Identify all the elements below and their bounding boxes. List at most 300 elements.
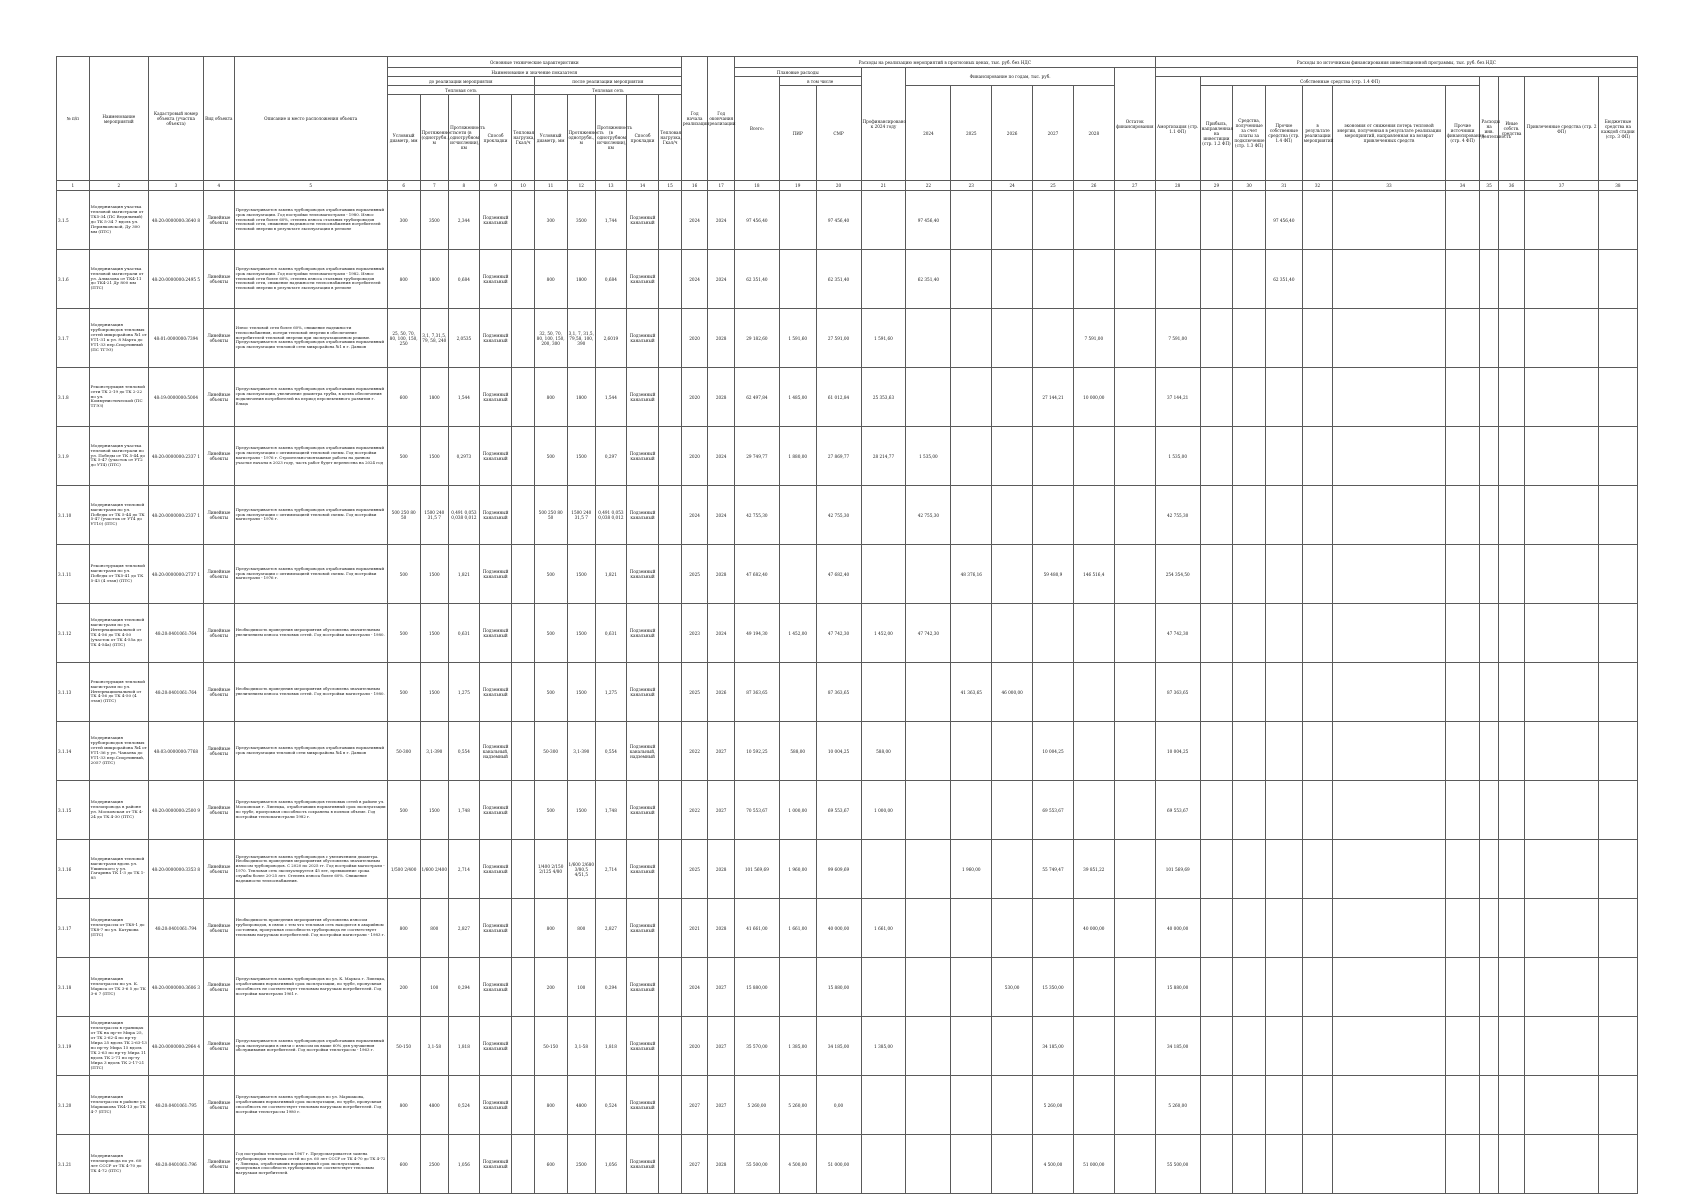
cell-l1: 1500 (420, 781, 449, 840)
cell-pir: 4 500,00 (779, 1135, 816, 1194)
cell-empty (1598, 309, 1637, 368)
cell-empty (659, 545, 681, 604)
cell-y2027 (1033, 604, 1074, 663)
cell-y2024: 97 456,40 (906, 191, 951, 250)
cell-empty (659, 958, 681, 1017)
cell-name: Модернизация участка тепловой магистрали от ул. Алмазова от ТК4-11 до ТК4-21 Ду 800 мм (ПТС) (89, 250, 148, 309)
cell-y2027: 59 480,9 (1033, 545, 1074, 604)
cell-empty (1598, 722, 1637, 781)
cell-c31 (1265, 309, 1302, 368)
cell-smr: 47 682,40 (816, 545, 861, 604)
column-number: 30 (1233, 181, 1266, 191)
cell-smr: 61 012,84 (816, 368, 861, 427)
cell-empty (512, 1076, 534, 1135)
cell-fin (861, 840, 906, 899)
column-number: 1 (57, 181, 90, 191)
cell-empty (1498, 722, 1525, 781)
cell-empty (659, 368, 681, 427)
cell-d2: 200 (534, 958, 567, 1017)
cell-empty (1525, 309, 1599, 368)
cell-fin (861, 250, 906, 309)
cell-l1: 1500 (420, 545, 449, 604)
cell-smr: 99 609,69 (816, 840, 861, 899)
cell-y1: 2024 (681, 250, 708, 309)
cell-p1: Подземный канальный (479, 250, 512, 309)
cell-y2026 (992, 250, 1033, 309)
cell-empty (1302, 191, 1333, 250)
cell-name: Модернизация теплотрассы от ТК8-1 до ТК8-7 по ул. Катукова (ПТС) (89, 899, 148, 958)
cell-am: 254 354,50 (1155, 545, 1200, 604)
cell-empty (512, 486, 534, 545)
cell-empty (1598, 1076, 1637, 1135)
cell-y1: 2022 (681, 722, 708, 781)
column-number: 32 (1302, 181, 1333, 191)
cell-total: 62 497,84 (734, 368, 779, 427)
cell-empty (1333, 722, 1445, 781)
cell-am: 69 553,67 (1155, 781, 1200, 840)
cell-empty (1525, 899, 1599, 958)
cell-fin (861, 1076, 906, 1135)
cell-kad: 48:20:0401061:794 (148, 899, 203, 958)
cell-empty (1598, 545, 1637, 604)
cell-empty (1445, 1017, 1480, 1076)
cell-y2028 (1073, 722, 1114, 781)
column-number: 21 (861, 181, 906, 191)
cell-l2: 2500 (567, 1135, 596, 1194)
table-row (57, 899, 1638, 958)
cell-y2: 2027 (708, 722, 735, 781)
cell-k1: 1,748 (449, 781, 480, 840)
cell-d2: 500 (534, 427, 567, 486)
cell-empty (1598, 781, 1637, 840)
cell-empty (1480, 840, 1498, 899)
cell-y2028 (1073, 663, 1114, 722)
cell-empty (1200, 250, 1233, 309)
hdr-c38: Прочие источники финансирования (стр. 4 ФП) (1445, 86, 1480, 181)
cell-empty (1233, 368, 1266, 427)
hdr-incl: в том числе (779, 77, 861, 86)
cell-empty (1445, 604, 1480, 663)
cell-y2024 (906, 1076, 951, 1135)
cell-empty (659, 1017, 681, 1076)
cell-smr: 34 185,00 (816, 1017, 861, 1076)
cell-p2: Подземный канальный (626, 840, 659, 899)
hdr-c14: Способ прокладки (626, 95, 659, 181)
cell-y2027: 27 144,21 (1033, 368, 1074, 427)
cell-empty (1233, 250, 1266, 309)
column-number: 11 (534, 181, 567, 191)
cell-p1: Подземный канальный (479, 545, 512, 604)
cell-y2024: 62 351,40 (906, 250, 951, 309)
cell-p2: Подземный канальный (626, 899, 659, 958)
cell-k2: 0,554 (596, 722, 627, 781)
cell-empty (512, 899, 534, 958)
cell-y2: 2028 (708, 1135, 735, 1194)
cell-pir: 1 452,00 (779, 604, 816, 663)
cell-y2028: 146 516,4 (1073, 545, 1114, 604)
cell-empty (1302, 663, 1333, 722)
cell-empty (1525, 1076, 1599, 1135)
cell-empty (1114, 1135, 1155, 1194)
cell-empty (1598, 250, 1637, 309)
cell-d1: 600 (387, 1135, 420, 1194)
cell-k1: 0,554 (449, 722, 480, 781)
cell-d2: 300 (534, 191, 567, 250)
cell-y2026 (992, 1076, 1033, 1135)
cell-y2026 (992, 604, 1033, 663)
cell-y2025 (951, 368, 992, 427)
cell-k2: 1,818 (596, 1017, 627, 1076)
cell-desc: Год постройки теплотрассы 1967 г. Предусматривается замена трубопроводов тепловых сетей по ул. 60 лет СССР от ТК 4-70 до ТК 4-72 г. Липецка, отработавших нормативный срок эксплуатации, пропускная способность трубопровода не соответствует тепловым нагрузкам потребителей. (234, 1135, 387, 1194)
cell-fin (861, 958, 906, 1017)
cell-empty (1333, 1076, 1445, 1135)
cell-p1: Подземный канальный (479, 604, 512, 663)
cell-empty (1333, 309, 1445, 368)
cell-empty (1114, 1017, 1155, 1076)
column-number: 29 (1200, 181, 1233, 191)
cell-vid: Линейные объекты (204, 1017, 235, 1076)
cell-y2024 (906, 545, 951, 604)
cell-am: 5 260,00 (1155, 1076, 1200, 1135)
cell-k1: 0,491 0,053 0,038 0,012 (449, 486, 480, 545)
cell-empty (1480, 1017, 1498, 1076)
cell-empty (1525, 722, 1599, 781)
cell-k2: 0,524 (596, 1076, 627, 1135)
cell-k2: 0,297 (596, 427, 627, 486)
cell-d1: 600 (387, 368, 420, 427)
hdr-c28: Амортизация (стр. 1.1 ФП) (1155, 77, 1200, 181)
cell-empty (1200, 1017, 1233, 1076)
cell-name: Реконструкция тепловой сети ТК 2-19 до ТК 2-22 по ул. Коммунистической (ПС ТГЭЗ) (89, 368, 148, 427)
cell-empty (1200, 486, 1233, 545)
cell-name: Модернизация тепловой магистрали по ул. Победы от ТК 5-44 до ТК 5-47 (участок от УТ4 до УТ10) (ПТС) (89, 486, 148, 545)
cell-y1: 2020 (681, 368, 708, 427)
cell-y2026 (992, 486, 1033, 545)
cell-n: 3.1.13 (57, 663, 90, 722)
cell-name: Модернизация теплопровода в районе ул. Московская от ТК 4-24 до ТК 4-30 (ПТС) (89, 781, 148, 840)
hdr-c7: Протяженность (однотрубн.), м (420, 95, 449, 181)
cell-y2028 (1073, 1017, 1114, 1076)
cell-l1: 800 (420, 899, 449, 958)
cell-d1: 50-300 (387, 722, 420, 781)
cell-empty (1302, 840, 1333, 899)
cell-y2027: 10 004,25 (1033, 722, 1074, 781)
cell-am (1155, 250, 1200, 309)
cell-p1: Подземный канальный (479, 840, 512, 899)
cell-name: Модернизация теплопровода по ул. 60 лет СССР от ТК 4-70 до ТК 4-72 (ПТС) (89, 1135, 148, 1194)
cell-y2026 (992, 899, 1033, 958)
cell-pir: 1 880,00 (779, 427, 816, 486)
cell-kad: 48:20:0000000:2495 5 (148, 250, 203, 309)
column-number: 3 (148, 181, 203, 191)
cell-name: Модернизация тепловой магистрали по ул. Интернациональной от ТК 4-56 до ТК 4-50 (участок от ТК 4-55а до ТК 4-54а) (ПТС) (89, 604, 148, 663)
cell-empty (512, 309, 534, 368)
cell-fin (861, 545, 906, 604)
cell-vid: Линейные объекты (204, 604, 235, 663)
cell-y2026: 530,00 (992, 958, 1033, 1017)
cell-pir (779, 486, 816, 545)
hdr-c1: № п/п (57, 57, 90, 181)
cell-c31 (1265, 368, 1302, 427)
cell-empty (1598, 899, 1637, 958)
cell-c31 (1265, 899, 1302, 958)
cell-y2: 2028 (708, 309, 735, 368)
cell-k2: 0,631 (596, 604, 627, 663)
cell-pir (779, 191, 816, 250)
column-number: 14 (626, 181, 659, 191)
cell-empty (1233, 1135, 1266, 1194)
cell-p2: Подземный канальный (626, 958, 659, 1017)
cell-empty (1525, 427, 1599, 486)
hdr-before: до реализации мероприятия (387, 77, 534, 86)
cell-empty (1114, 781, 1155, 840)
cell-empty (1480, 899, 1498, 958)
cell-empty (1114, 309, 1155, 368)
cell-empty (1114, 427, 1155, 486)
cell-empty (1480, 427, 1498, 486)
table-row (57, 486, 1638, 545)
cell-d1: 800 (387, 899, 420, 958)
cell-y1: 2027 (681, 1076, 708, 1135)
cell-n: 3.1.8 (57, 368, 90, 427)
cell-empty (1525, 250, 1599, 309)
cell-am: 42 755,30 (1155, 486, 1200, 545)
cell-l2: 3,1-58 (567, 1017, 596, 1076)
cell-k2: 0,491 0,053 0,038 0,012 (596, 486, 627, 545)
cell-y2028 (1073, 486, 1114, 545)
cell-l1: 3,1-390 (420, 722, 449, 781)
cell-desc: Предусматривается замена трубопроводов отработавших нормативный срок эксплуатации. Год постройки тепломагистрали - 1982. Износ тепловой сети более 60%, степень износа стальных трубопроводов тепловой сети, снижение надежности теплоснабжения потребителей тепловой энергии в результате эксплуатации в регионе (234, 250, 387, 309)
cell-l1: 1500 (420, 663, 449, 722)
cell-kad: 48:03:0000000:7768 (148, 722, 203, 781)
cell-d2: 800 (534, 250, 567, 309)
cell-empty (1445, 427, 1480, 486)
column-number-row (57, 181, 1638, 191)
cell-empty (1498, 899, 1525, 958)
cell-vid: Линейные объекты (204, 899, 235, 958)
cell-k1: 1,818 (449, 1017, 480, 1076)
cell-fin: 1 385,00 (861, 1017, 906, 1076)
cell-am: 15 880,00 (1155, 958, 1200, 1017)
hdr-sources: Расходы по источникам финансирования инвестиционной программы, тыс. руб. без НДС (1155, 57, 1637, 68)
cell-y1: 2020 (681, 309, 708, 368)
cell-l2: 1500 (567, 545, 596, 604)
cell-empty (1498, 250, 1525, 309)
cell-total: 87 363,65 (734, 663, 779, 722)
cell-k1: 2,827 (449, 899, 480, 958)
cell-empty (1598, 958, 1637, 1017)
cell-empty (1114, 250, 1155, 309)
table-row (57, 545, 1638, 604)
cell-y2027 (1033, 663, 1074, 722)
cell-y2: 2024 (708, 604, 735, 663)
cell-empty (1114, 722, 1155, 781)
cell-y2024: 47 742,30 (906, 604, 951, 663)
cell-y2024 (906, 958, 951, 1017)
cell-y1: 2024 (681, 486, 708, 545)
cell-am: 40 000,00 (1155, 899, 1200, 958)
cell-smr: 27 591,00 (816, 309, 861, 368)
hdr-heat-net-after: Тепловая сеть (534, 86, 681, 95)
cell-p2: Подземный канальный (626, 427, 659, 486)
column-number: 7 (420, 181, 449, 191)
cell-p1: Подземный канальный (479, 781, 512, 840)
cell-k2: 1,544 (596, 368, 627, 427)
hdr-c13: Протяженность (в однотрубном исчислении), км (596, 95, 627, 181)
cell-k2: 2,714 (596, 840, 627, 899)
table-row (57, 781, 1638, 840)
cell-empty (659, 427, 681, 486)
cell-empty (1200, 958, 1233, 1017)
hdr-c27: Остаток финансирования (1114, 68, 1155, 181)
cell-empty (1525, 1135, 1599, 1194)
cell-empty (659, 191, 681, 250)
cell-empty (1525, 1017, 1599, 1076)
table-row (57, 250, 1638, 309)
column-number: 37 (1525, 181, 1599, 191)
cell-empty (1302, 368, 1333, 427)
cell-c31 (1265, 1076, 1302, 1135)
cell-y2: 2027 (708, 1017, 735, 1076)
cell-am: 10 004,25 (1155, 722, 1200, 781)
cell-empty (1480, 663, 1498, 722)
cell-k2: 2,827 (596, 899, 627, 958)
cell-desc: Предусматривается замена трубопроводов отработавших нормативный срок эксплуатации. Год постройки тепломагистрали - 1980. Износ тепловой сети более 60%, степень износа стальных трубопроводов тепловой сети, снижение надежности теплоснабжения потребителей тепловой энергии в результате эксплуатации в регионе (234, 191, 387, 250)
cell-l2: 3,1-390 (567, 722, 596, 781)
cell-empty (1200, 545, 1233, 604)
hdr-c24: 2026 (992, 86, 1033, 181)
cell-empty (1445, 545, 1480, 604)
cell-smr: 47 742,30 (816, 604, 861, 663)
cell-empty (512, 368, 534, 427)
cell-c31: 97 456,40 (1265, 191, 1302, 250)
cell-desc: Предусматривается замена трубопроводов отработавших нормативный срок эксплуатации с оптимизацией тепловой схемы. Год постройки магистрали - 1976 г. Строительно-монтажные работы на данном участке начаты в 2023 году, часть работ будет перенесена на 2024 год (234, 427, 387, 486)
cell-d2: 50-150 (534, 1017, 567, 1076)
cell-total: 47 682,40 (734, 545, 779, 604)
cell-empty (1114, 368, 1155, 427)
cell-d1: 800 (387, 250, 420, 309)
hdr-c34: Расходы на инв. деятельность (1480, 77, 1498, 181)
cell-empty (659, 899, 681, 958)
cell-y2: 2028 (708, 840, 735, 899)
cell-fin: 1 000,00 (861, 781, 906, 840)
cell-empty (1498, 958, 1525, 1017)
cell-y2024: 42 755,30 (906, 486, 951, 545)
cell-vid: Линейные объекты (204, 368, 235, 427)
cell-n: 3.1.10 (57, 486, 90, 545)
cell-pir: 588,00 (779, 722, 816, 781)
cell-l2: 4800 (567, 1076, 596, 1135)
cell-y2025 (951, 1076, 992, 1135)
table-row (57, 427, 1638, 486)
hdr-planned: Плановые расходы (734, 68, 861, 77)
table-row (57, 958, 1638, 1017)
table-row (57, 663, 1638, 722)
cell-total: 101 569,69 (734, 840, 779, 899)
hdr-heat-net-before: Тепловая сеть (387, 86, 534, 95)
cell-empty (1333, 899, 1445, 958)
cell-l2: 1500 (567, 604, 596, 663)
column-number: 12 (567, 181, 596, 191)
cell-empty (1525, 368, 1599, 427)
cell-y2024 (906, 663, 951, 722)
cell-empty (659, 663, 681, 722)
cell-name: Модернизация теплотрассы в границах от ТК на пр-те Мира 25, от ТК 2-62-4 по пр-ту Мира 25 вдоль ТК 2-63-13 по пр-ту Мира 15 вдоль ТК 2-63 по пр-ту Мира 11 вдоль ТК 2-71 по пр-ту Мира 3 вдоль ТК 2-17-21 (ПТС) (89, 1017, 148, 1076)
cell-y2027: 4 500,00 (1033, 1135, 1074, 1194)
cell-empty (1598, 427, 1637, 486)
cell-empty (512, 1135, 534, 1194)
cell-kad: 48:20:0401061:764 (148, 663, 203, 722)
cell-empty (1200, 840, 1233, 899)
cell-y1: 2025 (681, 840, 708, 899)
cell-y2028: 39 851,22 (1073, 840, 1114, 899)
cell-k2: 1,056 (596, 1135, 627, 1194)
cell-y2024 (906, 309, 951, 368)
cell-empty (1445, 722, 1480, 781)
cell-y2025 (951, 604, 992, 663)
cell-empty (512, 781, 534, 840)
cell-empty (1114, 1076, 1155, 1135)
cell-l1: 2500 (420, 1135, 449, 1194)
cell-empty (1114, 899, 1155, 958)
hdr-c31: Прочие собственные средства (стр. 1.4 ФП) (1265, 86, 1302, 181)
cell-y2025 (951, 250, 992, 309)
cell-y2025 (951, 1135, 992, 1194)
cell-l1: 3500 (420, 191, 449, 250)
cell-empty (1333, 250, 1445, 309)
cell-k1: 0,684 (449, 250, 480, 309)
cell-l2: 1/600 2/680 3/80,5 4/51,5 (567, 840, 596, 899)
cell-c31 (1265, 722, 1302, 781)
cell-empty (1200, 1076, 1233, 1135)
cell-y2: 2027 (708, 958, 735, 1017)
cell-fin: 1 591,60 (861, 309, 906, 368)
cell-c31 (1265, 604, 1302, 663)
cell-y2025: 1 960,00 (951, 840, 992, 899)
cell-empty (1302, 1076, 1333, 1135)
table-row (57, 368, 1638, 427)
cell-kad: 48:20:0401061:795 (148, 1076, 203, 1135)
cell-d1: 500 (387, 545, 420, 604)
cell-p2: Подземный канальный (626, 545, 659, 604)
cell-n: 3.1.18 (57, 958, 90, 1017)
cell-y2025 (951, 309, 992, 368)
column-number: 10 (512, 181, 534, 191)
cell-empty (659, 1135, 681, 1194)
table-row (57, 1017, 1638, 1076)
cell-empty (1233, 781, 1266, 840)
cell-k1: 2,344 (449, 191, 480, 250)
cell-empty (1480, 1135, 1498, 1194)
cell-desc: Предусматривается замена трубопроводов отработавших нормативный срок эксплуатации в связи с износом их выше 60% для улучшения обслуживания потребителей. Год постройки теплотрассы - 1963 г. (234, 1017, 387, 1076)
cell-vid: Линейные объекты (204, 840, 235, 899)
cell-empty (1498, 781, 1525, 840)
column-number: 26 (1073, 181, 1114, 191)
cell-pir: 1 000,00 (779, 781, 816, 840)
cell-l2: 1800 (567, 250, 596, 309)
cell-empty (659, 604, 681, 663)
cell-p1: Подземный канальный (479, 899, 512, 958)
cell-y2028: 10 000,00 (1073, 368, 1114, 427)
column-number: 34 (1445, 181, 1480, 191)
cell-empty (1233, 427, 1266, 486)
cell-y2026 (992, 545, 1033, 604)
column-number: 35 (1480, 181, 1498, 191)
cell-empty (1333, 191, 1445, 250)
cell-d1: 500 (387, 781, 420, 840)
cell-empty (1233, 545, 1266, 604)
cell-c31 (1265, 545, 1302, 604)
